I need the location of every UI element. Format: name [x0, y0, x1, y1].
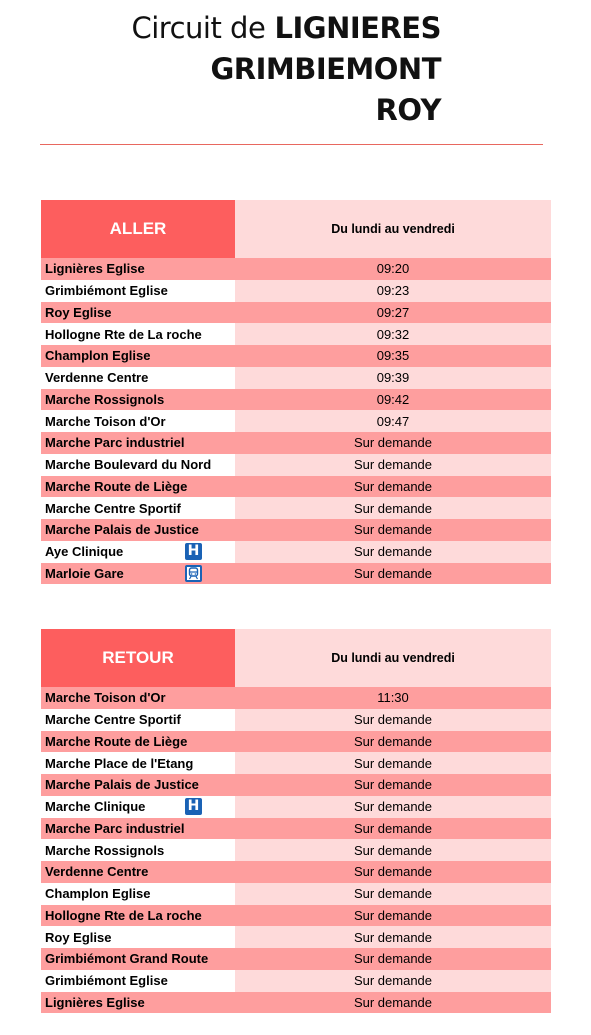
stop-name: [41, 323, 235, 345]
departure-time: Sur demande: [353, 435, 433, 451]
table-row: [41, 926, 551, 948]
departure-time: Sur demande: [353, 842, 433, 858]
stop-name: [41, 454, 235, 476]
stop-name: [41, 258, 235, 280]
title-line-1: [131, 8, 441, 49]
retour-rows: [41, 687, 551, 1013]
stop-name-text: Marche Centre Sportif: [45, 500, 181, 516]
stop-name-text: Marche Centre Sportif: [45, 712, 181, 728]
departure-time: Sur demande: [353, 457, 433, 473]
departure-time: 09:35: [376, 348, 410, 364]
aller-timetable: [41, 200, 551, 584]
stop-name: [41, 367, 235, 389]
departure-time: Sur demande: [353, 864, 433, 880]
departure-time: 09:23: [376, 283, 410, 299]
stop-name-text: Grimbiémont Grand Route: [45, 951, 209, 967]
table-row: [41, 883, 551, 905]
hospital-icon: H: [185, 543, 202, 560]
title-village-lignieres: LIGNIERES: [274, 11, 441, 45]
departure-time: 09:39: [376, 370, 410, 386]
departure-time: 09:27: [376, 304, 410, 320]
table-row: [41, 476, 551, 498]
stop-name: [41, 905, 235, 927]
stop-name: [41, 731, 235, 753]
stop-name-text: Marche Parc industriel: [45, 435, 185, 451]
table-row: [41, 497, 551, 519]
stop-name: [41, 497, 235, 519]
stop-name-text: Lignières Eglise: [45, 994, 145, 1010]
stop-name-text: Lignières Eglise: [45, 261, 145, 277]
departure-time: Sur demande: [353, 820, 433, 836]
table-row: [41, 389, 551, 411]
stop-name-text: Roy Eglise: [45, 304, 112, 320]
stop-name-text: Verdenne Centre: [45, 370, 149, 386]
aller-label: ALLER: [41, 200, 235, 258]
table-row: [41, 905, 551, 927]
retour-days: Du lundi au vendredi: [235, 629, 551, 687]
stop-name-text: Verdenne Centre: [45, 864, 149, 880]
departure-time: Sur demande: [353, 565, 433, 581]
table-row: [41, 345, 551, 367]
departure-time: 09:32: [376, 326, 410, 342]
departure-time: 11:30: [377, 690, 409, 706]
stop-name-text: Marche Place de l'Etang: [45, 755, 194, 771]
stop-name: [41, 280, 235, 302]
stop-name: [41, 796, 235, 818]
departure-time: Sur demande: [353, 907, 433, 923]
departure-time: Sur demande: [353, 522, 433, 538]
title-prefix: Circuit de: [131, 11, 266, 45]
stop-name-text: Marche Toison d'Or: [45, 690, 166, 706]
departure-time: Sur demande: [353, 951, 433, 967]
table-row: [41, 454, 551, 476]
title-divider: [40, 144, 543, 145]
table-row: [41, 731, 551, 753]
stop-name-text: Grimbiémont Eglise: [45, 283, 168, 299]
stop-name-text: Marche Boulevard du Nord: [45, 457, 212, 473]
stop-name-text: Marche Palais de Justice: [45, 522, 199, 538]
stop-name-text: Hollogne Rte de La roche: [45, 326, 202, 342]
table-row: [41, 563, 551, 585]
train-icon: [185, 565, 202, 582]
table-row: [41, 774, 551, 796]
table-row: [41, 687, 551, 709]
stop-name-text: Marche Route de Liège: [45, 478, 188, 494]
stop-name: [41, 970, 235, 992]
stop-name: [41, 861, 235, 883]
page-title: [131, 8, 441, 131]
table-row: [41, 992, 551, 1014]
stop-name: [41, 883, 235, 905]
departure-time: Sur demande: [353, 755, 433, 771]
stop-name: [41, 563, 235, 585]
stop-name: [41, 752, 235, 774]
retour-header: [41, 629, 551, 687]
stop-name: [41, 818, 235, 840]
departure-time: 09:20: [376, 261, 410, 277]
table-row: [41, 258, 551, 280]
table-row: [41, 323, 551, 345]
stop-name: [41, 302, 235, 324]
departure-time: Sur demande: [353, 799, 433, 815]
table-row: [41, 519, 551, 541]
departure-time: Sur demande: [353, 712, 433, 728]
table-row: [41, 818, 551, 840]
table-row: [41, 280, 551, 302]
table-row: [41, 861, 551, 883]
stop-name: [41, 345, 235, 367]
retour-timetable: [41, 629, 551, 1013]
departure-time: 09:42: [376, 391, 410, 407]
stop-name: [41, 774, 235, 796]
stop-name-text: Marche Clinique: [45, 799, 146, 815]
table-row: [41, 970, 551, 992]
departure-time: Sur demande: [353, 929, 433, 945]
stop-name-text: Champlon Eglise: [45, 348, 151, 364]
departure-time: Sur demande: [353, 478, 433, 494]
stop-name: [41, 948, 235, 970]
title-village-grimbiemont: GRIMBIEMONT: [210, 52, 441, 86]
stop-name: [41, 709, 235, 731]
table-row: [41, 709, 551, 731]
departure-time: Sur demande: [353, 886, 433, 902]
aller-rows: [41, 258, 551, 584]
stop-name-text: Hollogne Rte de La roche: [45, 907, 202, 923]
stop-name: [41, 926, 235, 948]
table-row: [41, 432, 551, 454]
departure-time: Sur demande: [353, 973, 433, 989]
table-row: [41, 948, 551, 970]
departure-time: Sur demande: [353, 994, 433, 1010]
stop-name-text: Marche Rossignols: [45, 391, 165, 407]
stop-name-text: Champlon Eglise: [45, 886, 151, 902]
aller-header: [41, 200, 551, 258]
table-row: [41, 541, 551, 563]
stop-name: [41, 541, 235, 563]
departure-time: Sur demande: [353, 500, 433, 516]
table-row: [41, 410, 551, 432]
stop-name: [41, 476, 235, 498]
stop-name: [41, 432, 235, 454]
stop-name: [41, 839, 235, 861]
stop-name: [41, 389, 235, 411]
stop-name-text: Marche Parc industriel: [45, 820, 185, 836]
stop-name: [41, 410, 235, 432]
stop-name-text: Grimbiémont Eglise: [45, 973, 168, 989]
aller-days: Du lundi au vendredi: [235, 200, 551, 258]
table-row: [41, 796, 551, 818]
table-row: [41, 839, 551, 861]
stop-name-text: Marloie Gare: [45, 565, 124, 581]
stop-name-text: Marche Route de Liège: [45, 733, 188, 749]
hospital-icon: H: [185, 798, 202, 815]
stop-name: [41, 519, 235, 541]
table-row: [41, 752, 551, 774]
stop-name-text: Aye Clinique: [45, 544, 124, 560]
departure-time: Sur demande: [353, 733, 433, 749]
departure-time: Sur demande: [353, 777, 433, 793]
stop-name-text: Marche Rossignols: [45, 842, 165, 858]
table-row: [41, 302, 551, 324]
retour-label: RETOUR: [41, 629, 235, 687]
stop-name-text: Marche Toison d'Or: [45, 413, 166, 429]
stop-name: [41, 687, 235, 709]
title-village-roy: ROY: [375, 93, 441, 127]
stop-name: [41, 992, 235, 1014]
departure-time: 09:47: [376, 413, 410, 429]
departure-time: Sur demande: [353, 544, 433, 560]
table-row: [41, 367, 551, 389]
stop-name-text: Roy Eglise: [45, 929, 112, 945]
stop-name-text: Marche Palais de Justice: [45, 777, 199, 793]
